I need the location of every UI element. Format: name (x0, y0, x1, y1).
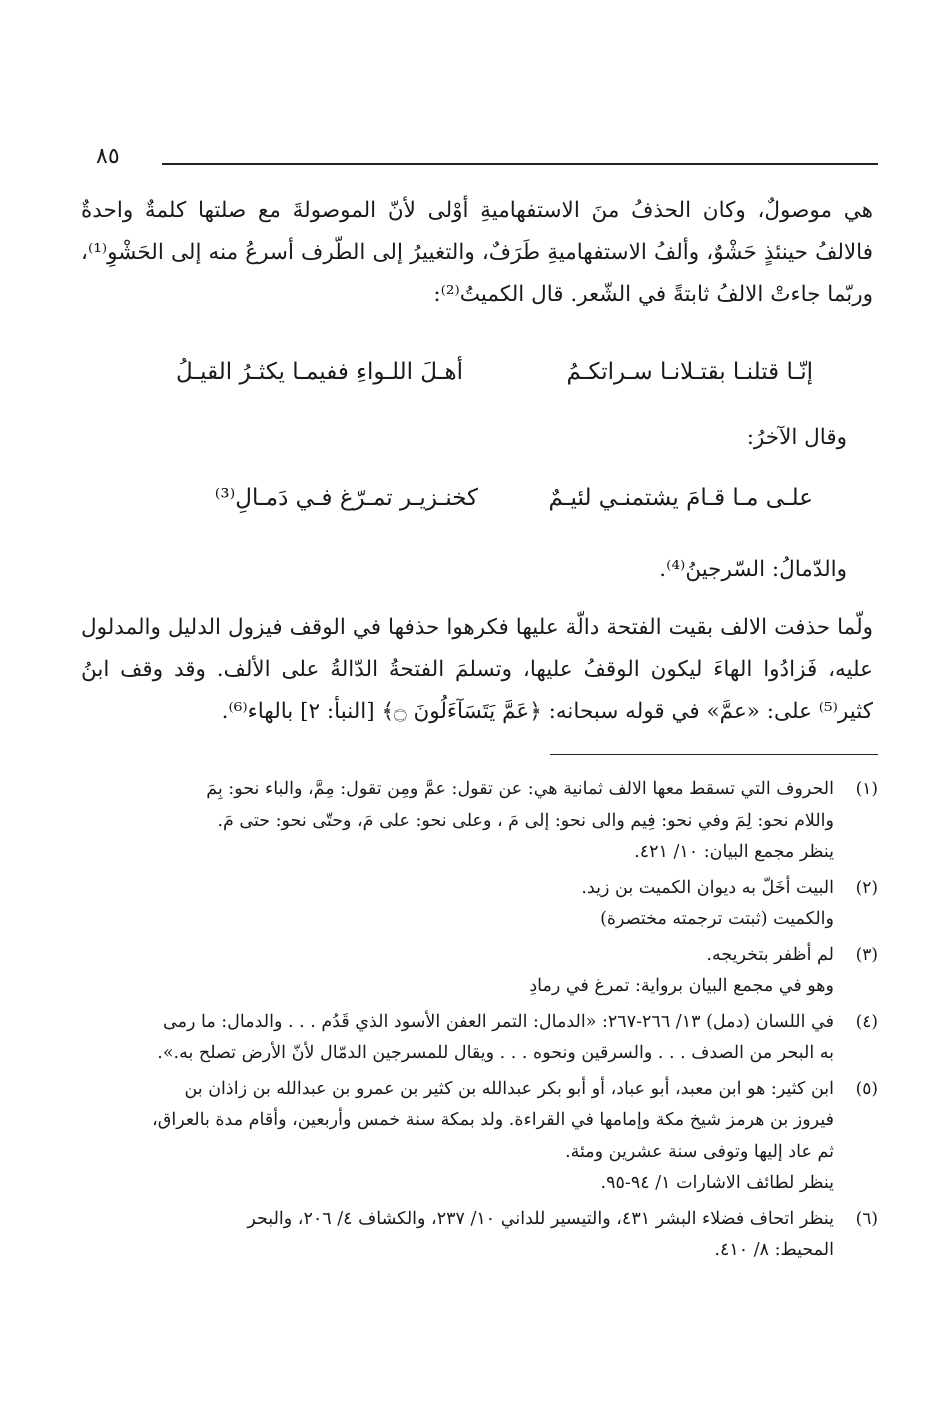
verse-1-first-hemistich: إنّـا قتلنـا بقتـلانـا سـراتكـمُ (566, 359, 813, 385)
header-rule (162, 163, 878, 165)
verse-2-second-hemistich: كخنـزيـر تمـرّغ فـي دَمـالِ⁽³⁾ (214, 485, 478, 511)
footnote-2 (78, 873, 878, 936)
footnote-line: والكميت (ثبتت ترجمته مختصرة) (600, 909, 834, 929)
footnote-body (78, 940, 834, 1003)
footnote-line: به البحر من الصدف . . . والسرقين ونحوه . . . ويقال للمسرجين الدمّال لأنّ الأرض تصلح به.». (157, 1043, 834, 1063)
footnote-line: واللام نحو: لِمَ وفي نحو: فِيم والى نحو: إلى مَ ، وعلى نحو: على مَ، وحتّى نحو: حتى مَ. (217, 810, 834, 831)
footnote-4 (78, 1007, 878, 1070)
footnote-number: (٦) (855, 1208, 878, 1229)
paragraph-2: ولّما حذفت الالف بقيت الفتحة دالّة عليها فكرهوا حذفها في الوقف فيزول الدليل والمدلول عليه، فَزادُوا الهاءَ ليكون الوقفُ عليها، وتسلمَ الفتحةُ الدّالةُ على الألف. وقد وقف ابنُ كثير⁽⁵⁾ على: «عمَّ» في قوله سبحانه: ﴿عَمَّ يَتَسَآءَلُونَ ۝﴾ [النبأ: ٢] بالهاء⁽⁶⁾. (81, 615, 873, 724)
footnote-line: ينظر لطائف الاشارات ١/ ٩٤-٩٥. (600, 1173, 834, 1193)
footnote-line: لم أظفر بتخريجه. (706, 944, 834, 965)
footnotes (78, 774, 878, 1271)
footnote-body (78, 1007, 834, 1070)
gloss-line: والدّمالُ: السّرجينُ⁽⁴⁾. (659, 557, 847, 582)
footnote-line: ابن كثير: هو ابن معبد، أبو عباد، أو أبو بكر عبدالله بن كثير بن عمرو بن عبدالله بن زاذان بن (184, 1078, 834, 1099)
footnote-body (78, 1074, 834, 1200)
footnote-line: ينظر اتحاف فضلاء البشر ٤٣١، والتيسير للداني ١٠/ ٢٣٧، والكشاف ٤/ ٢٠٦، والبحر (247, 1208, 834, 1229)
footnote-5 (78, 1074, 878, 1200)
footnote-body (78, 774, 834, 869)
footnote-body (78, 873, 834, 936)
footnote-3 (78, 940, 878, 1003)
footnote-number: (١) (855, 779, 878, 799)
footnote-number: (٤) (855, 1011, 878, 1032)
footnote-line: الحروف التي تسقط معها الالف ثمانية هي: عن تقول: عمَّ ومِن تقول: مِمَّ، والباء نحو: بِمَ (206, 779, 834, 799)
footnote-1 (78, 774, 878, 869)
footnote-line: البيت أخَلّ به ديوان الكميت بن زيد. (581, 877, 834, 898)
page-number: ٨٥ (96, 144, 120, 169)
footnote-line: فيروز بن هرمز شيخ مكة وإمامها في القراءة. ولد بمكة سنة خمس وأربعين، وأقام مدة بالعراق، (152, 1110, 834, 1130)
footnote-number: (٣) (855, 944, 878, 965)
footnote-line: ثم عاد إليها وتوفى سنة عشرين ومئة. (565, 1141, 834, 1162)
footnotes-separator (550, 754, 878, 755)
footnote-6 (78, 1204, 878, 1267)
footnote-line: المحيط: ٨/ ٤١٠. (714, 1240, 834, 1260)
footnote-line: ينظر مجمع البيان: ١٠/ ٤٢١. (634, 842, 834, 862)
verse-2-intro: وقال الآخرُ: (746, 425, 847, 450)
footnote-body (78, 1204, 834, 1267)
footnote-line: وهو في مجمع البيان برواية: تمرغ في رمادِ (529, 976, 834, 996)
footnote-number: (٥) (855, 1078, 878, 1099)
paragraph-1: هي موصولٌ، وكان الحذفُ منَ الاستفهاميةِ أوْلى لأنّ الموصولةَ مع صلتها كلمةٌ واحدةٌ فالالفُ حينئذٍ حَشْوٌ، وألفُ الاستفهاميةِ طَرَفٌ، والتغييرُ إلى الطّرف أسرعُ منه إلى الحَشْوِ⁽¹⁾، وربّما جاءتْ الالفُ ثابتةً في الشّعر. قال الكميتُ⁽²⁾: (81, 198, 873, 307)
footnote-line: في اللسان (دمل) ١٣/ ٢٦٦-٢٦٧: «الدمال: التمر العفن الأسود الذي قَدُم . . . والدمال: ما رمى (163, 1011, 834, 1032)
footnote-number: (٢) (855, 877, 878, 898)
verse-2-first-hemistich: علـى مـا قـامَ يشتمنـي لئيـمٌ (548, 485, 813, 511)
verse-1-second-hemistich: أهـلَ اللـواءِ ففيمـا يكثـرُ القيـلُ (176, 359, 463, 385)
